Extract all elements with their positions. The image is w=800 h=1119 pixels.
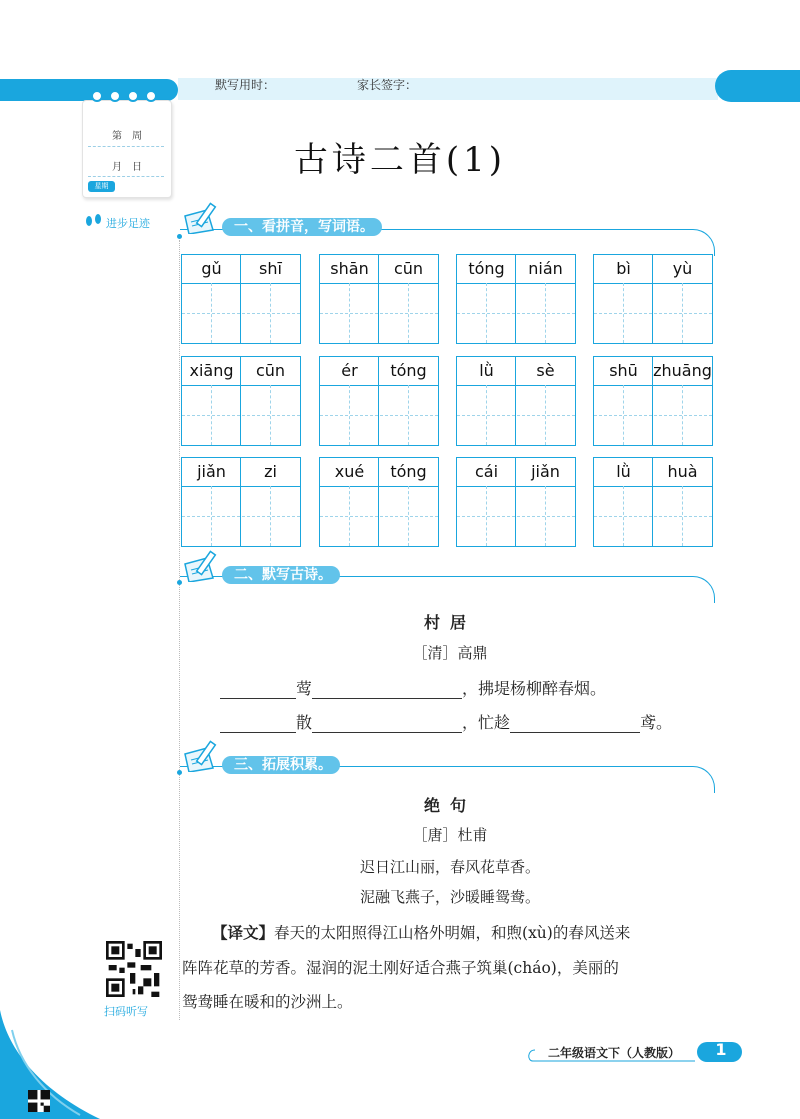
pencil-paper-icon bbox=[181, 200, 225, 234]
grid-guide-line bbox=[408, 486, 409, 546]
grid-guide-line bbox=[652, 255, 653, 343]
poem-2-line-1: 迟日江山丽，春风花草香。 bbox=[359, 858, 540, 876]
pinyin-row bbox=[182, 458, 300, 487]
grid-guide-line bbox=[211, 385, 212, 445]
pinyin-row bbox=[594, 458, 712, 487]
answer-blank[interactable] bbox=[510, 716, 640, 733]
grid-guide-line bbox=[623, 486, 624, 546]
pinyin-syllable: cūn bbox=[255, 361, 286, 380]
poem-1-line-2-char: 散 bbox=[296, 713, 313, 732]
header-band-right bbox=[715, 70, 800, 102]
translation-line-1 bbox=[212, 921, 630, 943]
grid-guide-line bbox=[545, 486, 546, 546]
grid-guide-line bbox=[240, 255, 241, 343]
grid-guide-line bbox=[486, 283, 487, 343]
weekday-badge: 星期 bbox=[88, 181, 115, 192]
grid-guide-line bbox=[240, 458, 241, 546]
poem-2-author: ［唐］杜甫 bbox=[412, 826, 488, 844]
parent-signature-label: 家长签字： bbox=[357, 78, 418, 92]
grid-guide-line bbox=[240, 357, 241, 445]
pinyin-syllable: lǜ bbox=[616, 462, 631, 481]
answer-blank[interactable] bbox=[312, 682, 462, 699]
poem-1-line-2-mid: ，忙趁 bbox=[462, 713, 511, 732]
pinyin-syllable: huà bbox=[667, 462, 698, 481]
pinyin-syllable: bì bbox=[616, 259, 631, 278]
pencil-paper-icon bbox=[181, 548, 225, 582]
grid-guide-line bbox=[682, 385, 683, 445]
poem-1-line-1-end: ，拂堤杨柳醉春烟。 bbox=[462, 679, 607, 698]
grid-guide-line bbox=[320, 516, 438, 517]
poem-1-line-2-end: 鸢。 bbox=[640, 713, 673, 732]
grid-guide-line bbox=[211, 486, 212, 546]
grid-guide-line bbox=[515, 357, 516, 445]
pinyin-row bbox=[457, 458, 575, 487]
calendar-date-label: 月 日 bbox=[112, 162, 142, 173]
grid-guide-line bbox=[270, 283, 271, 343]
pinyin-syllable: cái bbox=[474, 462, 499, 481]
poem-1-title: 村居 bbox=[423, 613, 476, 632]
pinyin-syllable: ér bbox=[341, 361, 358, 380]
grid-guide-line bbox=[457, 516, 575, 517]
pinyin-syllable: tóng bbox=[390, 361, 427, 380]
poem-2-title: 绝句 bbox=[423, 796, 476, 815]
pinyin-row bbox=[182, 357, 300, 386]
pinyin-syllable: shān bbox=[330, 259, 369, 278]
pinyin-row bbox=[594, 357, 712, 386]
grid-guide-line bbox=[349, 385, 350, 445]
answer-blank[interactable] bbox=[312, 716, 462, 733]
pencil-paper-icon bbox=[181, 738, 225, 772]
word-writing-box[interactable] bbox=[456, 356, 576, 446]
grid-guide-line bbox=[682, 486, 683, 546]
grid-guide-line bbox=[623, 385, 624, 445]
poem-1-line-1-char: 莺 bbox=[296, 679, 313, 698]
poem-1-line-2 bbox=[220, 710, 672, 733]
corner-decoration bbox=[0, 1010, 100, 1119]
pinyin-syllable: yù bbox=[672, 259, 693, 278]
grid-guide-line bbox=[594, 516, 712, 517]
grid-guide-line bbox=[378, 357, 379, 445]
footprints-icon bbox=[84, 212, 104, 230]
binder-ring-icon bbox=[145, 90, 157, 102]
grid-guide-line bbox=[486, 486, 487, 546]
grid-guide-line bbox=[349, 486, 350, 546]
pinyin-syllable: sè bbox=[536, 361, 555, 380]
section-1-title: 一、看拼音，写词语。 bbox=[222, 218, 382, 236]
pinyin-row bbox=[320, 357, 438, 386]
pinyin-syllable: cūn bbox=[393, 259, 424, 278]
pinyin-row bbox=[457, 357, 575, 386]
grid-guide-line bbox=[320, 313, 438, 314]
qr-code-icon[interactable] bbox=[106, 941, 162, 997]
pinyin-row bbox=[457, 255, 575, 284]
pinyin-row bbox=[320, 255, 438, 284]
grid-guide-line bbox=[515, 458, 516, 546]
pinyin-syllable: zhuāng bbox=[653, 361, 712, 380]
grid-guide-line bbox=[457, 415, 575, 416]
small-qr-icon bbox=[28, 1090, 50, 1112]
translation-text-1: 春天的太阳照得江山格外明媚，和煦(xù)的春风送来 bbox=[274, 924, 631, 942]
word-writing-box[interactable] bbox=[593, 356, 713, 446]
translation-line-2: 阵阵花草的芳香。湿润的泥土刚好适合燕子筑巢(cháo)，美丽的 bbox=[182, 959, 619, 977]
poem-1-author: ［清］高鼎 bbox=[412, 644, 488, 662]
grid-guide-line bbox=[408, 385, 409, 445]
word-writing-box[interactable] bbox=[593, 457, 713, 547]
pinyin-row bbox=[320, 458, 438, 487]
word-writing-box[interactable] bbox=[181, 356, 301, 446]
answer-blank[interactable] bbox=[220, 716, 296, 733]
grid-guide-line bbox=[623, 283, 624, 343]
binder-ring-icon bbox=[127, 90, 139, 102]
grid-guide-line bbox=[682, 283, 683, 343]
grid-guide-line bbox=[652, 357, 653, 445]
grid-guide-line bbox=[349, 283, 350, 343]
pinyin-syllable: zi bbox=[264, 462, 277, 481]
pinyin-syllable: gǔ bbox=[201, 259, 222, 278]
calendar-week-label: 第 周 bbox=[112, 131, 142, 142]
progress-label: 进步足迹 bbox=[106, 217, 150, 230]
section-3-title: 三、拓展积累。 bbox=[222, 756, 340, 774]
binder-ring-icon bbox=[109, 90, 121, 102]
pinyin-syllable: xué bbox=[334, 462, 365, 481]
word-writing-box[interactable] bbox=[319, 356, 439, 446]
grid-guide-line bbox=[378, 458, 379, 546]
pinyin-syllable: tóng bbox=[390, 462, 427, 481]
poem-2-line-2: 泥融飞燕子，沙暖睡鸳鸯。 bbox=[359, 888, 540, 906]
grid-guide-line bbox=[408, 283, 409, 343]
pinyin-syllable: lǜ bbox=[479, 361, 494, 380]
page-title: 古诗二首(1) bbox=[293, 140, 507, 180]
grid-guide-line bbox=[270, 486, 271, 546]
grid-guide-line bbox=[652, 458, 653, 546]
word-writing-box[interactable] bbox=[593, 254, 713, 344]
poem-1-line-1 bbox=[220, 676, 606, 699]
grid-guide-line bbox=[182, 415, 300, 416]
word-writing-box[interactable] bbox=[456, 254, 576, 344]
grid-guide-line bbox=[594, 313, 712, 314]
qr-label: 扫码听写 bbox=[104, 1005, 148, 1018]
word-writing-box[interactable] bbox=[181, 254, 301, 344]
grid-guide-line bbox=[211, 283, 212, 343]
grid-guide-line bbox=[182, 516, 300, 517]
word-writing-box[interactable] bbox=[319, 254, 439, 344]
pinyin-syllable: tóng bbox=[468, 259, 505, 278]
pinyin-syllable: nián bbox=[528, 259, 563, 278]
pinyin-syllable: jiǎn bbox=[197, 462, 226, 481]
word-writing-box[interactable] bbox=[181, 457, 301, 547]
answer-blank[interactable] bbox=[220, 682, 296, 699]
grid-guide-line bbox=[486, 385, 487, 445]
grid-guide-line bbox=[515, 255, 516, 343]
translation-label: 【译文】 bbox=[212, 923, 275, 942]
pinyin-syllable: xiāng bbox=[189, 361, 234, 380]
grid-guide-line bbox=[545, 283, 546, 343]
pinyin-row bbox=[594, 255, 712, 284]
pinyin-syllable: jiǎn bbox=[531, 462, 560, 481]
grid-guide-line bbox=[182, 313, 300, 314]
footer-book-label: 二年级语文下（人教版） bbox=[548, 1046, 681, 1060]
translation-line-3: 鸳鸯睡在暖和的沙洲上。 bbox=[182, 993, 353, 1011]
word-writing-box[interactable] bbox=[319, 457, 439, 547]
word-writing-box[interactable] bbox=[456, 457, 576, 547]
binder-ring-icon bbox=[91, 90, 103, 102]
section-2-title: 二、默写古诗。 bbox=[222, 566, 340, 584]
grid-guide-line bbox=[378, 255, 379, 343]
grid-guide-line bbox=[320, 415, 438, 416]
grid-guide-line bbox=[594, 415, 712, 416]
pinyin-row bbox=[182, 255, 300, 284]
pinyin-syllable: shī bbox=[259, 259, 282, 278]
page-number: 1 bbox=[715, 1040, 727, 1059]
grid-guide-line bbox=[545, 385, 546, 445]
dictation-time-label: 默写用时： bbox=[215, 78, 276, 92]
pinyin-syllable: shū bbox=[609, 361, 638, 380]
grid-guide-line bbox=[457, 313, 575, 314]
grid-guide-line bbox=[270, 385, 271, 445]
section-1-dot bbox=[177, 234, 182, 239]
